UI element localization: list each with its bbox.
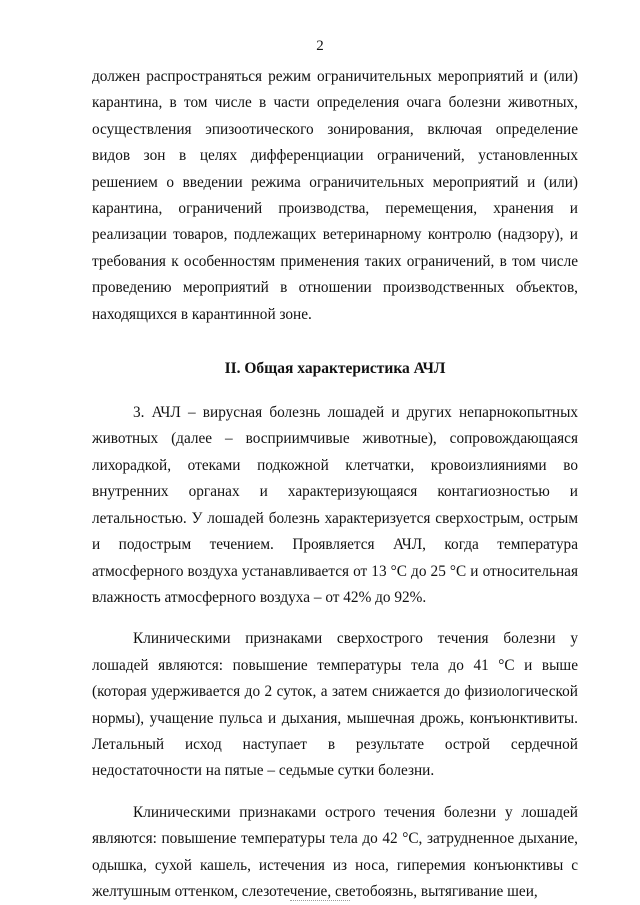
paragraph-continuation: должен распространяться режим ограничительных мероприятий и (или) карантина, в том числе в части определения очага болезни животных, осуществления эпизоотического зонирования, включая определение видов зон в целях дифференциации ограничений, установленных решением о введении режима ограничительных мероприятий и (или) карантина, ограничений производства, перемещения, хранения и реализации товаров, подлежащих ветеринарному контролю (надзору), и требования к особенностям применения таких ограничений, в том числе проведению мероприятий в отношении производственных объектов, находящихся в карантинной зоне.: [92, 68, 578, 323]
page-number: 2: [316, 38, 324, 54]
scan-artifact: [290, 900, 350, 903]
document-body: [92, 64, 578, 905]
paragraph-item-3: 3. АЧЛ – вирусная болезнь лошадей и других непарнокопытных животных (далее – восприимчивые животные), сопровождающаяся лихорадкой, отеками подкожной клетчатки, кровоизлияниями во внутренних органах и характеризующаяся контагиозностью и летальностью. У лошадей болезнь характеризуется сверхострым, острым и подострым течением. Проявляется АЧЛ, когда температура атмосферного воздуха устанавливается от 13 °С до 25 °С и относительная влажность атмосферного воздуха – от 42% до 92%.: [92, 404, 578, 606]
paragraph-acute-signs: Клиническими признаками острого течения болезни у лошадей являются: повышение температуры тела до 42 °С, затрудненное дыхание, одышка, сухой кашель, истечения из носа, гиперемия конъюнктивы с желтушным оттенком, слезотечение, светобоязнь, вытягивание шеи,: [92, 803, 578, 900]
paragraph-hyperacute-signs: Клиническими признаками сверхострого течения болезни у лошадей являются: повышение температуры тела до 41 °С и выше (которая удерживается до 2 суток, а затем снижается до физиологической нормы), учащение пульса и дыхания, мышечная дрожь, конъюнктивиты. Летальный исход наступает в результате острой сердечной недостаточности на пятые – седьмые сутки болезни.: [92, 630, 578, 780]
section-heading: II. Общая характеристика АЧЛ: [224, 360, 446, 378]
